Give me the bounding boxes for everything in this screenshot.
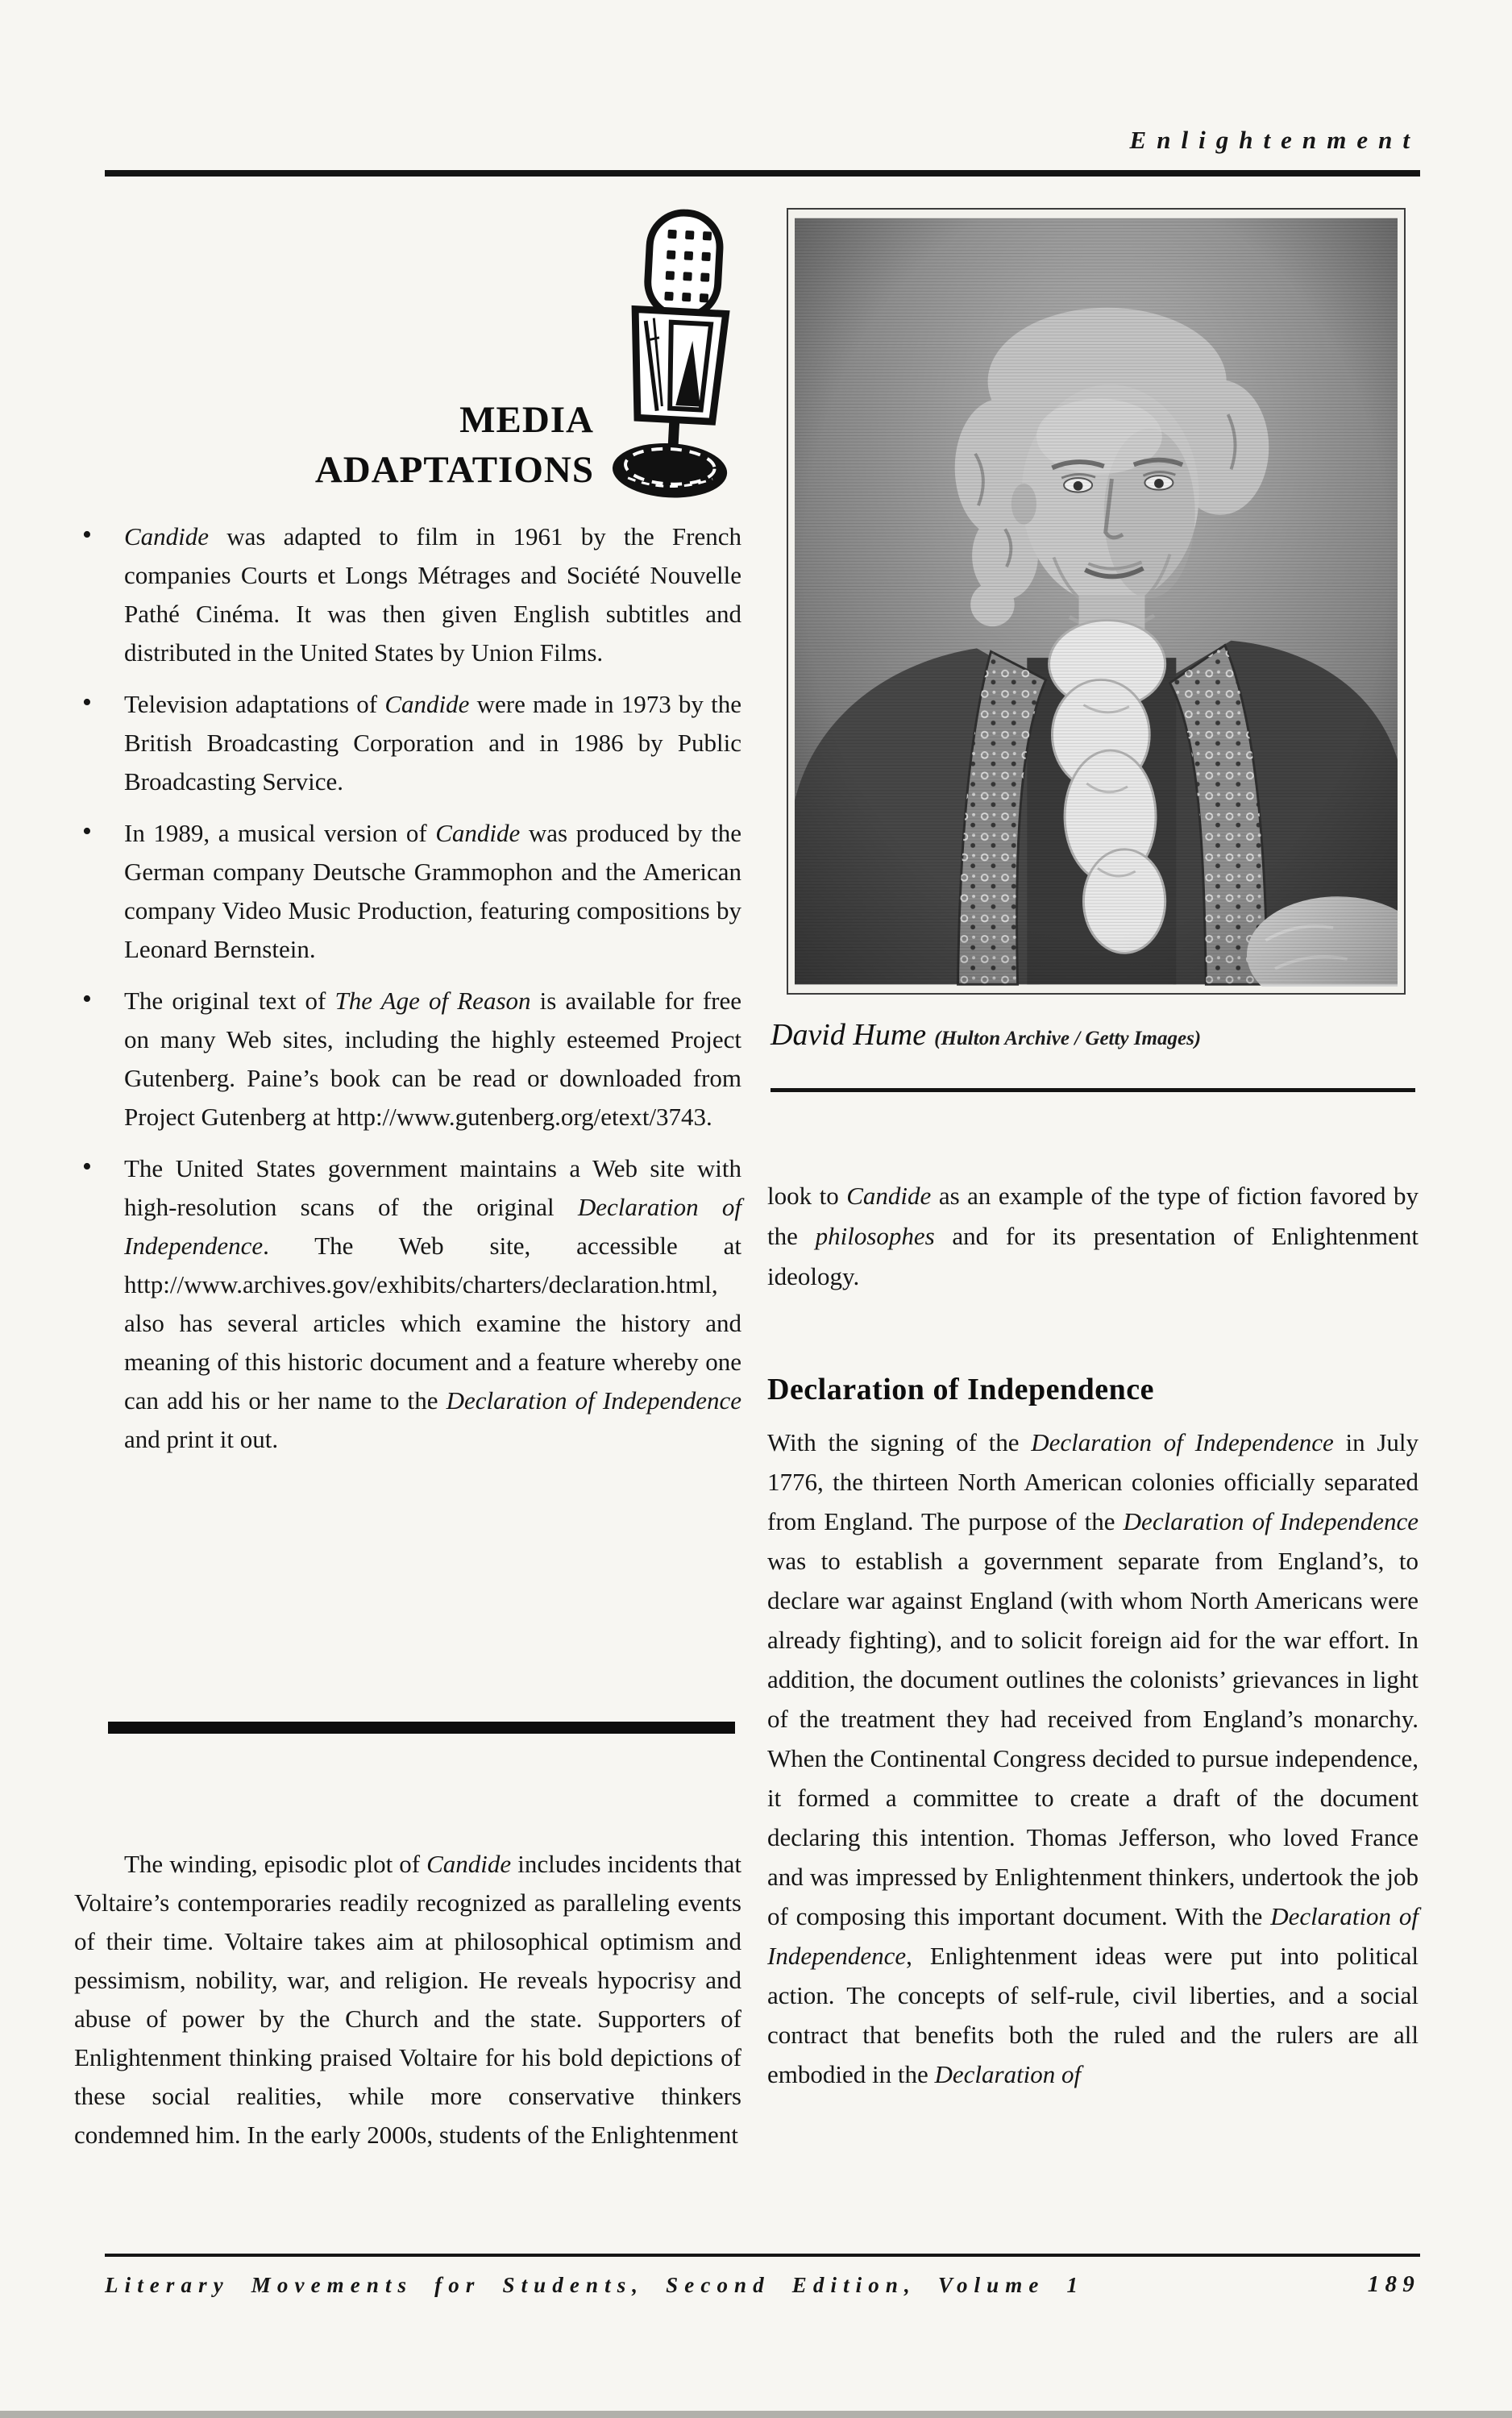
left-column [74,0,741,2418]
page-bottom-scan-edge [0,2411,1512,2418]
list-item [74,685,741,801]
list-item [74,517,741,672]
media-adaptations-heading-line2: ADAPTATIONS [314,449,594,491]
footer-book-title: Literary Movements for Students, Second Edition, Volume 1 [105,2273,1085,2297]
footer-divider [105,2254,1420,2257]
david-hume-portrait [787,208,1406,995]
list-item-text: In 1989, a musical version of Candide was produced by the German company Deutsche Grammophon and the American company Video Music Production, featuring compositions by Leonard Bernstein. [124,819,741,963]
running-header-title: Enlightenment [1129,126,1420,154]
bullet-icon: • [82,1152,92,1182]
list-item-text: The United States government maintains a Web site with high-resolution scans of the original Declaration of Independence. The Web site, accessible at http://www.archives.gov/exhibits/charters/declaration.html, also has several articles which examine the history and meaning of this historic document and a feature whereby one can add his or her name to the Declaration of Independence and print it out. [124,1154,741,1453]
microphone-icon [603,206,738,506]
section-heading-declaration: Declaration of Independence [767,1372,1155,1406]
list-item-text: Candide was adapted to film in 1961 by the French companies Courts et Longs Métrages and Société Nouvelle Pathé Cinéma. It was then given English subtitles and distributed in the United States by Union Films. [124,522,741,667]
photo-caption [771,1017,1415,1053]
photo-caption-name: David Hume [771,1018,927,1052]
footer-page-number: 189 [1367,2271,1420,2297]
bullet-icon: • [82,816,92,846]
bullet-icon: • [82,984,92,1014]
list-item-text: The original text of The Age of Reason is available for free on many Web sites, including the highly esteemed Project Gutenberg. Paine’s book can be read or downloaded from Project Gutenberg at http://www.gutenberg.org/etext/3743. [124,987,741,1131]
bullet-icon: • [82,520,92,550]
right-column [767,0,1419,2418]
sidebar-end-divider [108,1722,735,1734]
media-adaptations-list [74,517,741,1472]
caption-divider [771,1088,1415,1092]
media-adaptations-heading [74,395,594,495]
media-adaptations-heading-line1: MEDIA [459,399,594,441]
bullet-icon: • [82,688,92,717]
list-item [74,1149,741,1459]
body-paragraph-left: The winding, episodic plot of Candide includes incidents that Voltaire’s contemporaries readily recognized as paralleling events of their time. Voltaire takes aim at philosophical optimism and pessimism, nobility, war, and religion. He reveals hypocrisy and abuse of power by the Church and the state. Supporters of Enlightenment thinking praised Voltaire for his bold depictions of these social realities, while more conservative thinkers condemned him. In the early 2000s, students of the Enlightenment [74,1850,741,2149]
photo-caption-credit: (Hulton Archive / Getty Images) [934,1028,1202,1049]
body-paragraph-right-intro: look to Candide as an example of the type of fiction favored by the philosophes and for its presentation of Enlightenment ideology. [767,1182,1419,1290]
list-item [74,982,741,1136]
list-item [74,814,741,969]
body-paragraph-right: With the signing of the Declaration of Independence in July 1776, the thirteen North American colonies officially separated from England. The purpose of the Declaration of Independence was to establish a government separate from England’s, to declare war against England (with whom North Americans were already fighting), and to solicit foreign aid for the war effort. In addition, the document outlines the colonists’ grievances in light of the treatment they had received from England’s monarchy. When the Continental Congress decided to pursue independence, it formed a committee to create a draft of the document declaring this intention. Thomas Jefferson, who loved France and was impressed by Enlightenment thinkers, undertook the job of composing this important document. With the Declaration of Independence, Enlightenment ideas were put into political action. The concepts of self-rule, civil liberties, and a social contract that benefits both the ruled and the rulers are all embodied in the Declaration of [767,1428,1419,2088]
list-item-text: Television adaptations of Candide were made in 1973 by the British Broadcasting Corporation and in 1986 by Public Broadcasting Service. [124,690,741,796]
